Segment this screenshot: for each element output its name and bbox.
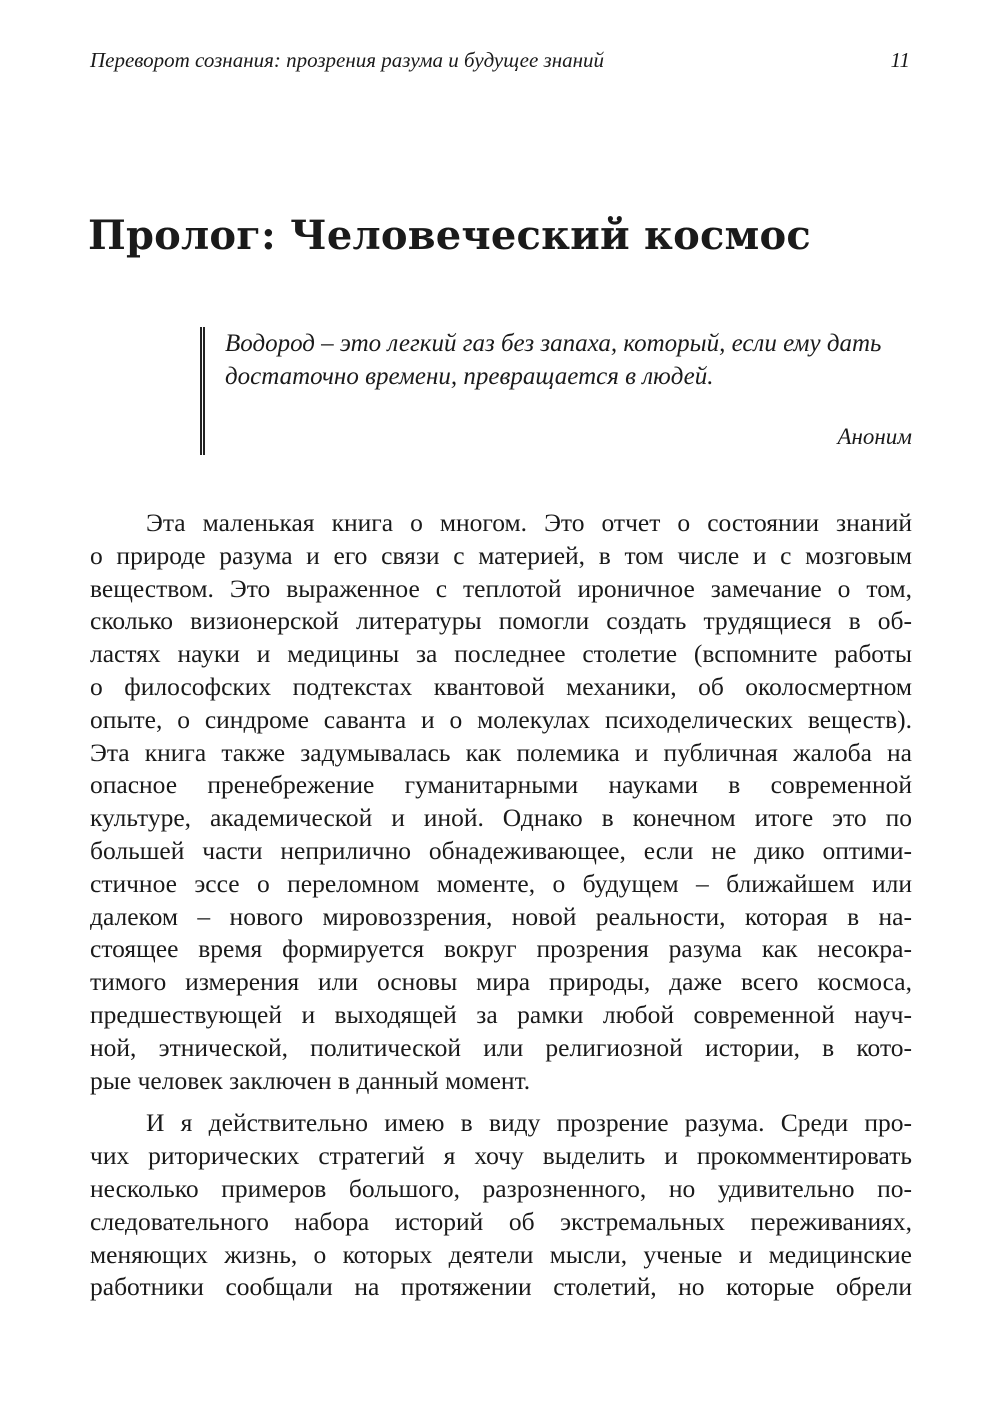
body-text [90,507,912,1304]
text-line: меняющих жизнь, о которых деятели мысли, ученые и медицинские [90,1239,912,1269]
text-line: рые человек заключен в данный момент. [90,1065,531,1095]
text-line: веществом. Это выраженное с теплотой ироничное замечание о том, [90,573,912,603]
paragraph-gap [90,1097,912,1107]
text-line: И я действительно имею в виду прозрение разума. Среди про- [146,1108,912,1138]
text-line: несколько примеров большого, разрозненного, но удивительно по- [90,1173,912,1203]
text-line: опыте, о синдроме саванта и о молекулах психоделических веществ). [90,704,912,734]
text-line: ной, этнической, политической или религиозной истории, в кото- [90,1032,912,1062]
text-line: ластях науки и медицины за последнее столетие (вспомните работы [90,639,912,669]
epigraph-quote [225,327,905,393]
running-header [90,48,910,78]
epigraph-double-rule [200,327,205,455]
text-line: работники сообщали на протяжении столетий, но которые обрели [90,1272,912,1302]
text-line: стичное эссе о переломном моменте, о будущем – ближайшем или [90,868,912,898]
epigraph-line: Водород – это легкий газ без запаха, который, если ему дать [225,330,882,357]
text-line: Эта маленькая книга о многом. Это отчет о состоянии знаний [146,508,912,537]
text-line: опасное пренебрежение гуманитарными науками в современной [90,770,912,800]
paragraph-2 [90,1107,912,1304]
text-line: Эта книга также задумывалась как полемика и публичная жалоба на [90,737,912,767]
epigraph-author: Аноним [837,424,912,449]
text-line: о философских подтекстах квантовой механики, об околосмертном [90,671,912,701]
text-line: далеком – нового мировоззрения, новой реальности, которая в на- [90,901,912,931]
text-line: стоящее время формируется вокруг прозрения разума как несокра- [90,934,912,964]
running-title: Переворот сознания: прозрения разума и будущее знаний [90,48,605,72]
text-line: о природе разума и его связи с материей, в том числе и с мозговым [90,540,912,570]
paragraph-1 [90,507,912,1097]
epigraph [200,327,912,455]
chapter-title: Пролог: Человеческий космос [88,212,811,259]
page-number: 11 [890,48,910,72]
text-line: культуре, академической и иной. Однако в конечном итоге это по [90,803,912,833]
text-line: большей части неприлично обнадеживающее, если не дико оптими- [90,835,912,865]
text-line: сколько визионерской литературы помогли создать трудящиеся в об- [90,606,912,636]
epigraph-line: достаточно времени, превращается в людей. [225,363,714,390]
text-line: предшествующей и выходящей за рамки любой современной науч- [90,999,912,1029]
text-line: следовательного набора историй об экстремальных переживаниях, [90,1206,912,1236]
text-line: чих риторических стратегий я хочу выделить и прокомментировать [90,1141,912,1171]
text-line: тимого измерения или основы мира природы, даже всего космоса, [90,967,912,997]
